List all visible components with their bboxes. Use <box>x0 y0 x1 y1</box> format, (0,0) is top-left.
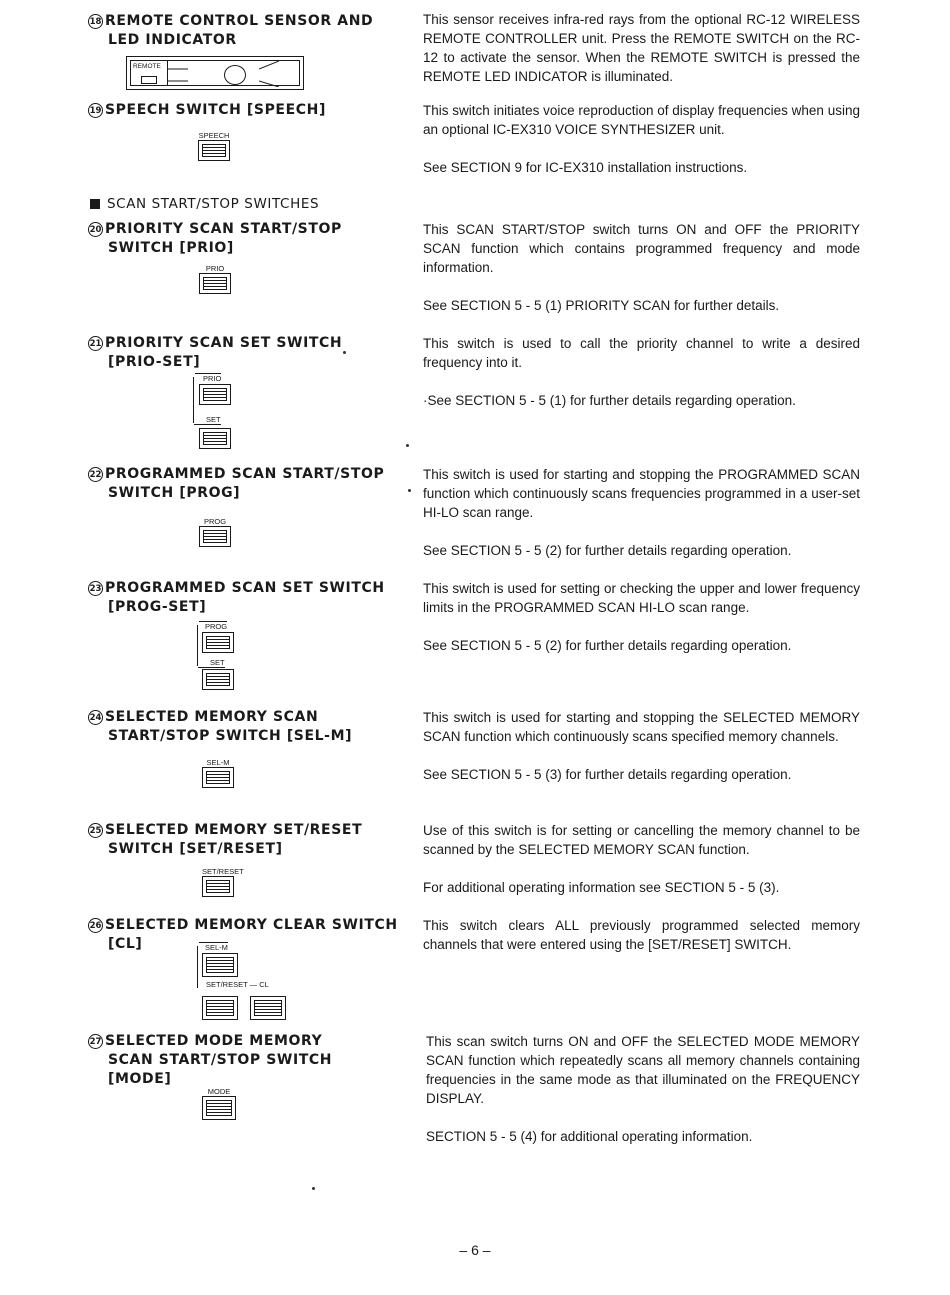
heading-selected-memory-clear: 26 SELECTED MEMORY CLEAR SWITCH [CL] <box>89 917 398 952</box>
speech-button-icon[interactable] <box>198 140 230 161</box>
prog-button-icon[interactable] <box>199 526 231 547</box>
led-indicator-icon <box>141 76 157 84</box>
heading-speech-switch: 19 SPEECH SWITCH [SPEECH] <box>89 102 326 118</box>
desc-selected-memory-scan: This switch is used for starting and stopping the SELECTED MEMORY SCAN function which continuously scans specified memory channels. See SECTION 5 - 5 (3) for further details regarding operation. <box>423 710 860 782</box>
desc-remote-sensor: This sensor receives infra-red rays from the optional RC-12 WIRELESS REMOTE CONTROLLER unit. Press the REMOTE SWITCH on the RC-12 to activate the sensor. When the REMOTE SWITCH is pressed the REMOTE LED INDICATOR is illuminated. <box>423 12 860 84</box>
prog-set-lower-button[interactable] <box>202 669 234 690</box>
desc-selected-memory-set-reset: Use of this switch is for setting or cancelling the memory channel to be scanned by the SELECTED MEMORY SCAN function. For additional operating information see SECTION 5 - 5 (3). <box>423 823 860 895</box>
prog-set-upper-button[interactable] <box>202 632 234 653</box>
mode-button-icon[interactable] <box>202 1096 236 1120</box>
desc-priority-set: This switch is used to call the priority channel to write a desired frequency into it. ·See SECTION 5 - 5 (1) for further details regarding operation. <box>423 336 860 408</box>
scan-speck <box>408 489 411 492</box>
sensor-lens-icon <box>224 65 246 85</box>
prio-button-icon[interactable] <box>199 273 231 294</box>
set-reset-button[interactable] <box>202 996 238 1020</box>
heading-programmed-set: 23 PROGRAMMED SCAN SET SWITCH [PROG-SET] <box>89 580 385 615</box>
desc-programmed-scan: This switch is used for starting and stopping the PROGRAMMED SCAN function which continuously scans frequencies programmed in a user-set HI-LO scan range. See SECTION 5 - 5 (2) for further details regarding operation. <box>423 467 860 558</box>
set-reset-button-icon[interactable] <box>202 876 234 897</box>
desc-selected-mode-memory: This scan switch turns ON and OFF the SELECTED MODE MEMORY SCAN function which repeatedly scans all memory channels containing frequencies in the same mode as that illuminated on the FREQUENCY DISPLAY. SECTION 5 - 5 (4) for additional operating information. <box>426 1034 860 1144</box>
set-reset-button-icon[interactable] <box>202 996 238 1020</box>
scan-speck <box>312 1187 315 1190</box>
mode-switch[interactable]: MODE <box>202 1087 236 1120</box>
sensor-bevel-icon <box>259 61 279 87</box>
remote-sensor-panel <box>126 56 304 90</box>
set-button-icon[interactable] <box>202 669 234 690</box>
prio-button-icon[interactable] <box>199 384 231 405</box>
heading-remote-sensor: 18 REMOTE CONTROL SENSOR AND LED INDICATOR <box>89 13 374 48</box>
sel-m-switch[interactable]: SEL-M <box>202 758 234 788</box>
desc-speech-switch: This switch initiates voice reproduction of display frequencies when using an optional IC-EX310 VOICE SYNTHESIZER unit. See SECTION 9 for IC-EX310 installation instructions. <box>423 103 860 175</box>
sel-m-button-icon[interactable] <box>202 767 234 788</box>
sel-m-button-icon[interactable] <box>202 953 238 977</box>
page-number: – 6 – <box>459 1242 491 1258</box>
heading-selected-memory-set-reset: 25 SELECTED MEMORY SET/RESET SWITCH [SET/RESET] <box>89 822 363 857</box>
speech-switch[interactable]: SPEECH <box>198 131 230 161</box>
remote-label: REMOTE <box>133 63 161 70</box>
heading-priority-set: 21 PRIORITY SCAN SET SWITCH [PRIO-SET] <box>89 335 343 370</box>
desc-selected-memory-clear: This switch clears ALL previously programmed selected memory channels that were entered using the [SET/RESET] SWITCH. <box>423 918 860 952</box>
scan-speck <box>406 444 409 447</box>
heading-priority-scan: 20 PRIORITY SCAN START/STOP SWITCH [PRIO] <box>89 221 342 256</box>
section-heading: SCAN START/STOP SWITCHES <box>90 196 319 212</box>
sensor-bevel-icon <box>168 61 188 87</box>
set-button-icon[interactable] <box>199 428 231 449</box>
prog-switch[interactable]: PROG <box>199 517 231 547</box>
cl-button[interactable] <box>250 996 286 1020</box>
sel-m-button[interactable] <box>202 953 238 977</box>
heading-selected-memory-scan: 24 SELECTED MEMORY SCAN START/STOP SWITCH [SEL-M] <box>89 709 353 744</box>
prio-set-upper-button[interactable] <box>199 384 231 405</box>
prio-switch[interactable]: PRIO <box>199 264 231 294</box>
heading-programmed-scan: 22 PROGRAMMED SCAN START/STOP SWITCH [PROG] <box>89 466 385 501</box>
scan-speck <box>343 351 346 354</box>
desc-priority-scan: This SCAN START/STOP switch turns ON and OFF the PRIORITY SCAN function which contains programmed frequency and mode information. See SECTION 5 - 5 (1) PRIORITY SCAN for further details. <box>423 222 860 313</box>
set-reset-switch[interactable]: SET/RESET <box>202 867 244 897</box>
cl-button-icon[interactable] <box>250 996 286 1020</box>
heading-selected-mode-memory: 27 SELECTED MODE MEMORY SCAN START/STOP SWITCH [MODE] <box>89 1033 333 1087</box>
desc-programmed-set: This switch is used for setting or checking the upper and lower frequency limits in the PROGRAMMED SCAN HI-LO scan range. See SECTION 5 - 5 (2) for further details regarding operation. <box>423 581 860 653</box>
prio-set-lower-button[interactable] <box>199 428 231 449</box>
prog-button-icon[interactable] <box>202 632 234 653</box>
